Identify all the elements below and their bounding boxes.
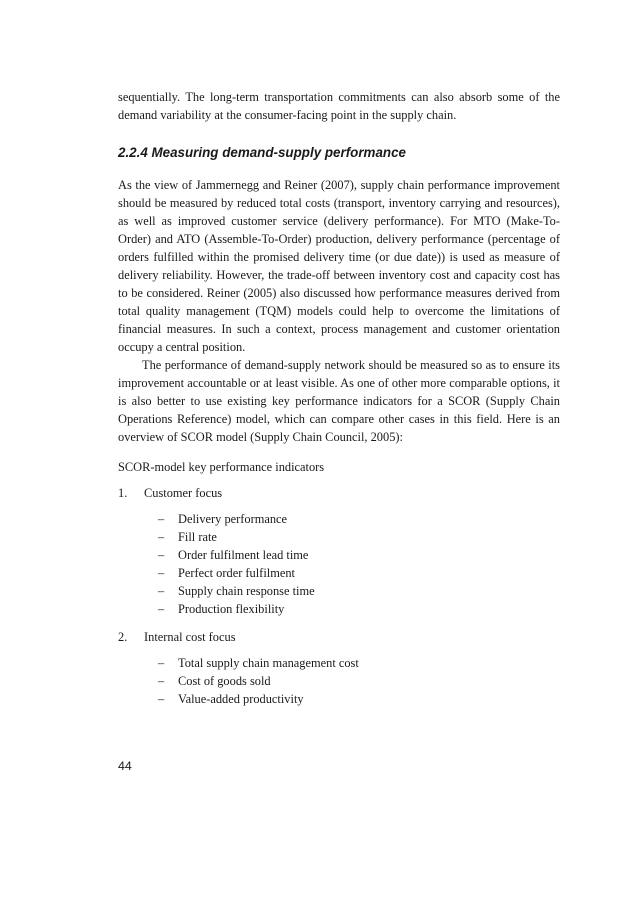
dash-bullet: –	[158, 674, 165, 688]
kpi-list	[118, 654, 560, 708]
kpi-list	[118, 510, 560, 618]
list-item	[118, 654, 560, 672]
list-item-label: Production flexibility	[178, 602, 285, 616]
dash-bullet: –	[158, 548, 165, 562]
list-item-label: Value-added productivity	[178, 692, 304, 706]
list-item	[118, 564, 560, 582]
list-item	[118, 582, 560, 600]
intro-paragraph: sequentially. The long-term transportation commitments can also absorb some of the demand variability at the consumer-facing point in the supply chain.	[118, 90, 560, 122]
list-item-label: Cost of goods sold	[178, 674, 271, 688]
dash-bullet: –	[158, 584, 165, 598]
list-item	[118, 546, 560, 564]
list-item	[118, 510, 560, 528]
group-number: 1.	[118, 486, 128, 500]
dash-bullet: –	[158, 656, 165, 670]
paragraph-1: As the view of Jammernegg and Reiner (2007), supply chain performance improvement should be measured by reduced total costs (transport, inventory carrying and resources), as well as improved customer service (delivery performance). For MTO (Make-To-Order) and ATO (Assemble-To-Order) production, delivery performance (percentage of orders fulfilled within the promised delivery time (or due date)) is used as measure of delivery reliability. However, the trade-off between inventory cost and capacity cost has to be considered. Reiner (2005) also discussed how performance measures derived from total quality management (TQM) models could help to overcome the limitations of financial measures. In such a context, process management and customer orientation occupy a central position.	[118, 178, 560, 354]
dash-bullet: –	[158, 566, 165, 580]
list-item-label: Perfect order fulfilment	[178, 566, 295, 580]
list-item	[118, 672, 560, 690]
dash-bullet: –	[158, 692, 165, 706]
group-number: 2.	[118, 630, 128, 644]
kpi-group-internal-cost-focus	[118, 628, 560, 708]
list-item	[118, 690, 560, 708]
group-title	[118, 628, 560, 646]
list-item-label: Supply chain response time	[178, 584, 315, 598]
page-body	[118, 88, 560, 718]
page-number: 44	[118, 759, 132, 773]
list-item	[118, 528, 560, 546]
section-heading: 2.2.4 Measuring demand-supply performance	[118, 145, 406, 160]
kpi-group-customer-focus	[118, 484, 560, 618]
kpi-list-title: SCOR-model key performance indicators	[118, 460, 325, 474]
list-item	[118, 600, 560, 618]
list-item-label: Order fulfilment lead time	[178, 548, 309, 562]
group-label: Internal cost focus	[144, 630, 236, 644]
list-item-label: Total supply chain management cost	[178, 656, 359, 670]
group-label: Customer focus	[144, 486, 223, 500]
paragraph-2: The performance of demand-supply network should be measured so as to ensure its improvement accountable or at least visible. As one of other more comparable options, it is also better to use existing key performance indicators for a SCOR (Supply Chain Operations Reference) model, which can compare other cases in this field. Here is an overview of SCOR model (Supply Chain Council, 2005):	[118, 358, 560, 444]
dash-bullet: –	[158, 512, 165, 526]
dash-bullet: –	[158, 530, 165, 544]
list-item-label: Fill rate	[178, 530, 217, 544]
list-item-label: Delivery performance	[178, 512, 288, 526]
group-title	[118, 484, 560, 502]
dash-bullet: –	[158, 602, 165, 616]
